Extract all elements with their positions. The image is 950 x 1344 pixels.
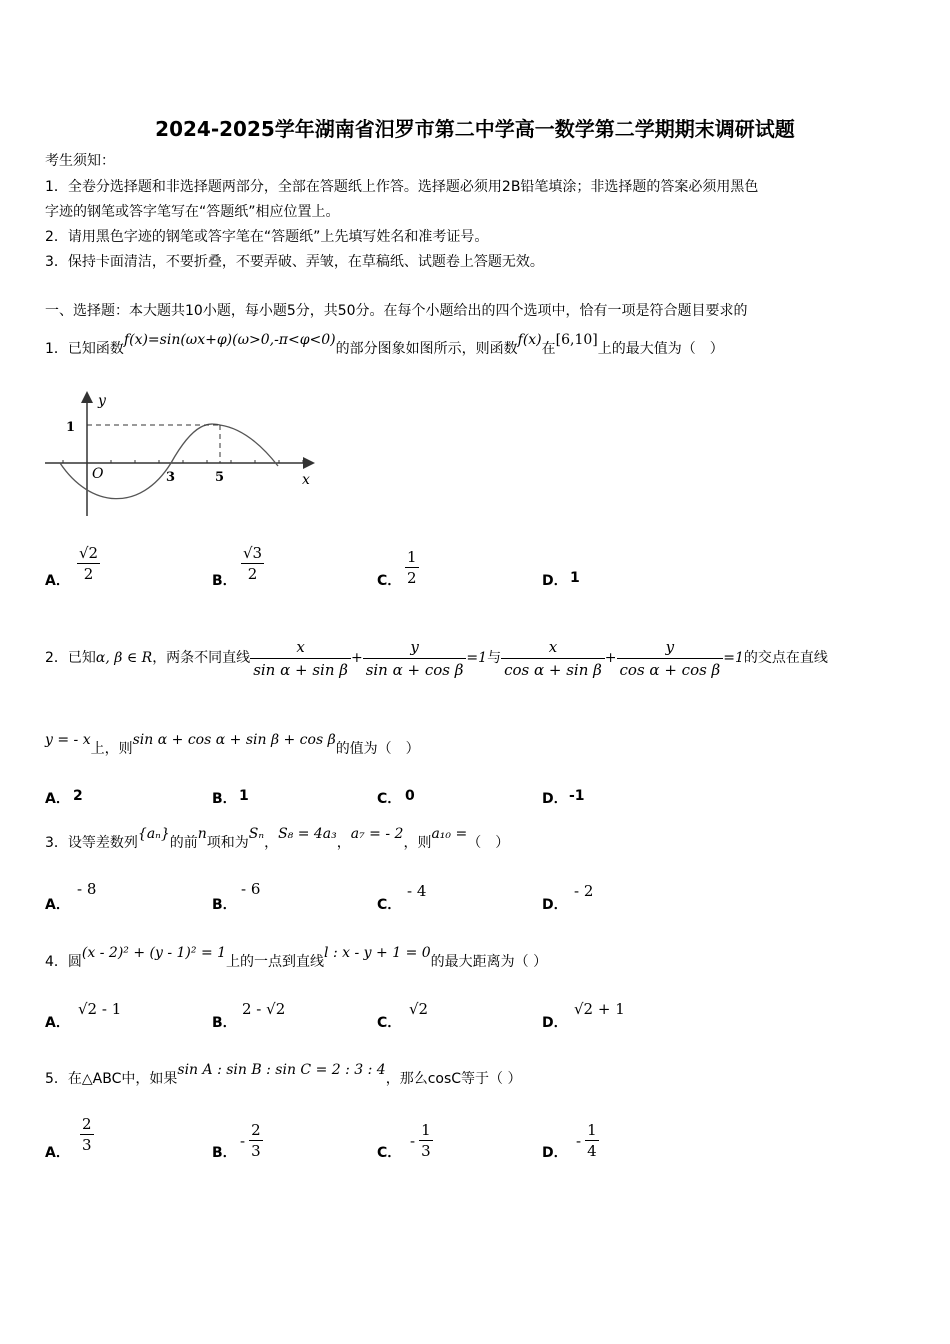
q1-formula: f(x)=sin(ωx+φ)(ω>0,-π<φ<0) [123, 332, 336, 348]
q3-a7: a₇ = - 2 [350, 826, 404, 842]
q3-option-c-value: - 4 [407, 882, 427, 900]
q3-option-b-label: B． [212, 897, 237, 913]
q2-option-b-label: B． [212, 791, 237, 807]
q2-expr: sin α + cos α + sin β + cos β [132, 732, 336, 748]
q3-option-c-label: C． [377, 897, 402, 913]
q4-option-b-label: B． [212, 1015, 237, 1031]
q1-interval: [6,10] [555, 332, 598, 348]
q1-option-a [77, 543, 100, 584]
q4-suffix: 的最大距离为（ ） [430, 954, 548, 970]
question-2: 2．已知α, β ∈ R，两条不同直线 $\frac{x}{\text{sin α + sin β}}$ + $\frac{y}{\text{sin α + cos β}}$ =1与 $\frac{x}{\text{cos α + sin β}}$ + $\frac{y}{\text{cos α + cos β}}$ =1的交点在直线 [45, 637, 828, 679]
q5-option-b [240, 1120, 263, 1161]
q5-b-den: 3 [251, 1142, 261, 1160]
q2-l2-d2: cos α + cos β [619, 660, 721, 679]
q1-b-den: 2 [247, 565, 258, 583]
q3-option-d-value: - 2 [574, 882, 594, 900]
q1-option-a-label: A． [45, 573, 70, 589]
q3-n: n [197, 826, 207, 842]
tick-label-1: 1 [66, 420, 76, 435]
q4-option-b-value: 2 - √2 [242, 1000, 286, 1018]
q5-c-sign: - [410, 1131, 416, 1150]
q3-t1: 的前 [169, 835, 198, 851]
x-label: x [302, 472, 310, 488]
q5-option-d [576, 1120, 599, 1161]
q5-option-c-label: C． [377, 1145, 402, 1161]
notice-item-1b: 字迹的钢笔或答字笔写在“答题纸”相应位置上。 [45, 204, 340, 220]
q2-l2-n1: x [501, 636, 605, 659]
q1-a-num: √2 [79, 544, 99, 562]
q5-a-num: 2 [82, 1115, 92, 1133]
q4-line: l : x - y + 1 = 0 [324, 945, 431, 961]
tick-label-3: 3 [166, 470, 176, 485]
q5-d-sign: - [576, 1131, 582, 1150]
q3-a10: a₁₀ = [431, 826, 468, 842]
q4-option-c-label: C． [377, 1015, 402, 1031]
q2-with: 与 [487, 650, 502, 666]
question-3 [45, 826, 510, 852]
q1-sine-graph [40, 388, 330, 523]
q1-middle: 的部分图象如图所示，则函数 [335, 341, 518, 357]
q3-option-a-label: A． [45, 897, 70, 913]
q5-prefix: 5．在△ABC中，如果 [45, 1071, 178, 1087]
q1-option-b-label: B． [212, 573, 237, 589]
q1-option-c-label: C． [377, 573, 402, 589]
page-title: 2024-2025学年湖南省汨罗市第二中学高一数学第二学期期末调研试题 [155, 117, 795, 141]
q3-t4: （ ） [467, 835, 510, 851]
q3-sn: Sₙ [248, 826, 265, 842]
q4-option-d-label: D． [542, 1015, 568, 1031]
q5-c-den: 3 [421, 1142, 431, 1160]
sine-curve [60, 424, 278, 499]
q4-option-a-label: A． [45, 1015, 70, 1031]
q3-seq: {aₙ} [137, 826, 170, 842]
q5-c-num: 1 [421, 1121, 431, 1139]
q5-option-d-label: D． [542, 1145, 568, 1161]
q3-c1: ， [264, 835, 279, 851]
notice-item-2: 2．请用黑色字迹的钢笔或答字笔在“答题纸”上先填写姓名和准考证号。 [45, 229, 489, 245]
q1-option-b [241, 543, 264, 584]
q5-option-c [410, 1120, 433, 1161]
q1-c-den: 2 [407, 569, 417, 587]
q5-option-a-label: A． [45, 1145, 70, 1161]
q2-line2-b: 上，则 [90, 741, 133, 757]
section-heading: 一、选择题：本大题共10小题，每小题5分，共50分。在每个小题给出的四个选项中，恰有一项是符合题目要求的 [45, 303, 748, 319]
notice-heading: 考生须知： [45, 153, 115, 169]
q2-line2-c: 的值为（ ） [335, 741, 420, 757]
q3-option-d-label: D． [542, 897, 568, 913]
y-label: y [98, 393, 106, 409]
q5-option-b-label: B． [212, 1145, 237, 1161]
q2-l2-d1: cos α + sin β [504, 660, 602, 679]
q3-t3: ，则 [403, 835, 432, 851]
notice-item-1a: 1．全卷分选择题和非选择题两部分，全部在答题纸上作答。选择题必须用2B铅笔填涂；非选择题的答案必须用黑色 [45, 179, 759, 195]
q2-l2-n2: y [617, 636, 724, 659]
q2-option-d-label: D． [542, 791, 568, 807]
tick-label-5: 5 [215, 470, 225, 485]
q2-l1-d2: sin α + cos β [365, 660, 464, 679]
q2-eq2: =1 [723, 650, 744, 666]
q1-c-num: 1 [407, 548, 417, 566]
q2-middle: ，两条不同直线 [152, 650, 251, 666]
q2-option-c-value: 0 [405, 788, 415, 804]
q2-suffix: 的交点在直线 [743, 650, 828, 666]
q2-l1-n1: x [250, 636, 351, 659]
q2-l1-d1: sin α + sin β [253, 660, 348, 679]
q5-b-num: 2 [251, 1121, 261, 1139]
q1-option-d-value: 1 [570, 570, 580, 586]
q5-option-a [80, 1114, 94, 1155]
q4-option-d-value: √2 + 1 [574, 1000, 625, 1018]
q2-eq1: =1 [466, 650, 488, 666]
q3-option-a-value: - 8 [77, 880, 97, 898]
q2-prefix: 2．已知 [45, 650, 96, 666]
q1-fx: f(x) [517, 332, 542, 348]
q2-option-b-value: 1 [239, 788, 249, 804]
q2-option-d-value: -1 [569, 788, 585, 804]
question-1 [45, 332, 724, 358]
q5-ratio: sin A : sin B : sin C = 2 : 3 : 4 [177, 1062, 386, 1078]
q1-suffix: 上的最大值为（ ） [597, 341, 724, 357]
q5-d-den: 4 [587, 1142, 597, 1160]
q2-option-c-label: C． [377, 791, 402, 807]
origin-label: O [92, 466, 104, 482]
q2-option-a-label: A． [45, 791, 70, 807]
q4-prefix: 4．圆 [45, 954, 82, 970]
q5-b-sign: - [240, 1131, 246, 1150]
q3-option-b-value: - 6 [241, 880, 261, 898]
q1-option-d-label: D． [542, 573, 568, 589]
q2-line-eq: y = - x [45, 732, 91, 748]
q2-cond: α, β ∈ R [95, 650, 153, 666]
q4-option-a-value: √2 - 1 [78, 1000, 122, 1018]
q4-middle: 上的一点到直线 [226, 954, 325, 970]
q5-d-num: 1 [587, 1121, 597, 1139]
q1-a-den: 2 [83, 565, 94, 583]
q1-in: 在 [541, 341, 556, 357]
notice-item-3: 3．保持卡面清洁，不要折叠，不要弄破、弄皱，在草稿纸、试题卷上答题无效。 [45, 254, 544, 270]
q1-option-c [405, 547, 419, 588]
question-4 [45, 945, 548, 971]
q2-option-a-value: 2 [73, 788, 83, 804]
q3-t2: 项和为 [206, 835, 249, 851]
q4-option-c-value: √2 [409, 1000, 429, 1018]
q5-suffix: ，那么cosC等于（ ） [385, 1071, 522, 1087]
q3-s8: S₈ = 4a₃ [278, 826, 337, 842]
q4-circle: (x - 2)² + (y - 1)² = 1 [81, 945, 227, 961]
q1-prefix: 1．已知函数 [45, 341, 124, 357]
q2-l1-n2: y [363, 636, 467, 659]
q5-a-den: 3 [82, 1136, 92, 1154]
question-5 [45, 1062, 522, 1088]
q3-c2: ， [336, 835, 351, 851]
q1-b-num: √3 [243, 544, 263, 562]
q3-prefix: 3．设等差数列 [45, 835, 138, 851]
question-2-line-2 [45, 732, 420, 758]
